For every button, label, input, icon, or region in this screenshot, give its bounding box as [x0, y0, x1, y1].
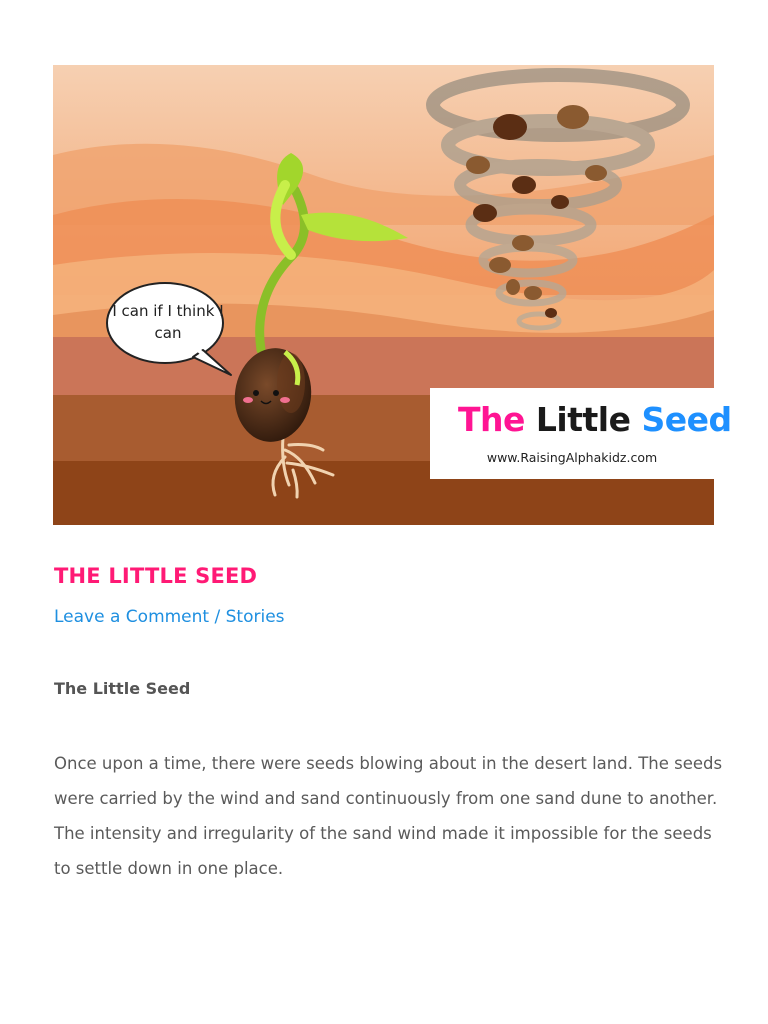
leave-comment-link[interactable]: Leave a Comment	[54, 607, 210, 627]
title-card	[430, 388, 732, 479]
speech-bubble-text: I can if I think I can	[112, 302, 224, 342]
post-subheading: The Little Seed	[54, 679, 191, 698]
post-meta	[54, 607, 285, 627]
logo-word-seed: Seed	[641, 400, 732, 439]
logo-text	[458, 400, 732, 439]
logo-word-little: Little	[535, 400, 631, 439]
logo-word-the: The	[458, 400, 525, 439]
post-paragraph: Once upon a time, there were seeds blowing about in the desert land. The seeds were carried by the wind and sand continuously from one sand dune to another. The intensity and irregularity of the sand wind made it impossible for the seeds to settle down in one place.	[54, 754, 723, 878]
website-url: www.RaisingAlphakidz.com	[486, 450, 658, 465]
meta-separator: /	[209, 607, 226, 627]
category-link-stories[interactable]: Stories	[225, 607, 285, 627]
post-title[interactable]: THE LITTLE SEED	[54, 564, 258, 588]
